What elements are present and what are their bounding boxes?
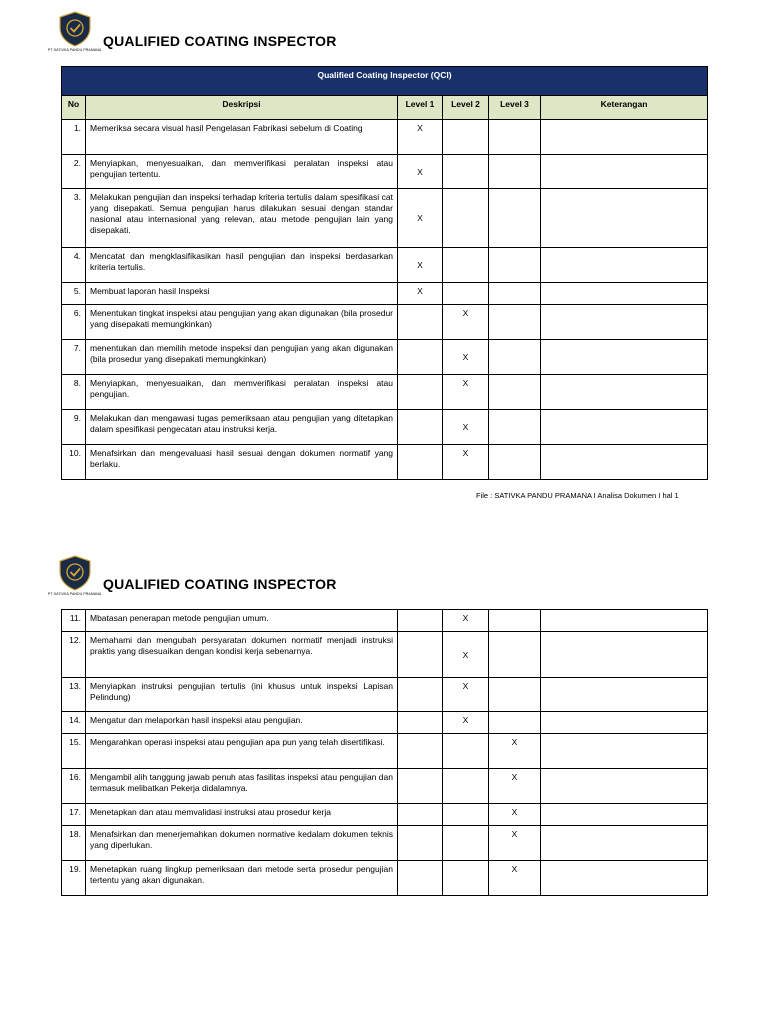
table-row — [62, 410, 708, 445]
level-1-mark — [398, 804, 443, 826]
table-row — [62, 632, 708, 678]
table-row — [62, 155, 708, 189]
row-description: Mengatur dan melaporkan hasil inspeksi atau pengujian. — [86, 712, 398, 734]
table-row — [62, 283, 708, 305]
table-row — [62, 734, 708, 769]
row-number: 1. — [62, 120, 86, 155]
row-number: 13. — [62, 678, 86, 712]
table-row — [62, 248, 708, 283]
table-row — [62, 610, 708, 632]
level-3-mark — [489, 712, 541, 734]
level-2-mark: X — [443, 340, 489, 375]
shield-check-icon — [58, 11, 92, 47]
level-3-mark: X — [489, 769, 541, 804]
level-1-mark — [398, 375, 443, 410]
level-2-mark: X — [443, 445, 489, 480]
page-footer: File : SATIVKA PANDU PRAMANA I Analisa Dokumen I hal 1 — [476, 491, 679, 500]
row-description: Menyiapkan, menyesuaikan, dan memverifikasi peralatan inspeksi atau pengujian tertentu. — [86, 155, 398, 189]
qci-table-page1 — [61, 66, 708, 480]
level-2-mark: X — [443, 632, 489, 678]
level-2-mark — [443, 283, 489, 305]
row-keterangan — [541, 410, 708, 445]
row-keterangan — [541, 610, 708, 632]
column-header-level-2: Level 2 — [443, 96, 489, 120]
row-description: Melakukan pengujian dan inspeksi terhadap kriteria tertulis dalam spesifikasi cat yang disepakati. Semua pengujian harus dilakukan sesuai dengan standar nasional atau internasional yang relevan, atau metode pengujian lain yang disepakati. — [86, 189, 398, 248]
row-description: Menetapkan dan atau memvalidasi instruksi atau prosedur kerja — [86, 804, 398, 826]
column-header-level-1: Level 1 — [398, 96, 443, 120]
row-keterangan — [541, 375, 708, 410]
level-2-mark — [443, 734, 489, 769]
level-1-mark — [398, 445, 443, 480]
table-row — [62, 189, 708, 248]
row-number: 6. — [62, 305, 86, 340]
row-keterangan — [541, 340, 708, 375]
column-header-keterangan: Keterangan — [541, 96, 708, 120]
level-2-mark: X — [443, 305, 489, 340]
row-description: Menafsirkan dan mengevaluasi hasil sesuai dengan dokumen normatif yang berlaku. — [86, 445, 398, 480]
level-2-mark — [443, 769, 489, 804]
table-row — [62, 712, 708, 734]
row-description: Mencatat dan mengklasifikasikan hasil pengujian dan inspeksi berdasarkan kriteria tertulis. — [86, 248, 398, 283]
level-2-mark: X — [443, 610, 489, 632]
level-1-mark: X — [398, 248, 443, 283]
level-1-mark — [398, 769, 443, 804]
level-3-mark — [489, 120, 541, 155]
row-number: 5. — [62, 283, 86, 305]
column-header-no: No — [62, 96, 86, 120]
column-header-deskripsi: Deskripsi — [86, 96, 398, 120]
shield-check-icon — [58, 555, 92, 591]
row-description: Menyiapkan, menyesuaikan, dan memverifikasi peralatan inspeksi atau pengujian. — [86, 375, 398, 410]
table-row — [62, 340, 708, 375]
logo-caption: PT SATIVKA PANDU PRAMANA — [48, 592, 102, 596]
level-2-mark — [443, 248, 489, 283]
level-3-mark: X — [489, 826, 541, 861]
row-description: Melakukan dan mengawasi tugas pemeriksaan atau pengujian yang ditetapkan dalam spesifikasi pengecatan atau instruksi kerja. — [86, 410, 398, 445]
logo-caption: PT SATIVKA PANDU PRAMANA — [48, 48, 102, 52]
level-2-mark — [443, 826, 489, 861]
level-3-mark — [489, 375, 541, 410]
level-1-mark — [398, 632, 443, 678]
level-2-mark — [443, 120, 489, 155]
level-1-mark: X — [398, 283, 443, 305]
row-number: 11. — [62, 610, 86, 632]
level-3-mark — [489, 632, 541, 678]
row-number: 4. — [62, 248, 86, 283]
company-logo — [48, 11, 102, 52]
level-3-mark — [489, 248, 541, 283]
row-keterangan — [541, 712, 708, 734]
row-keterangan — [541, 248, 708, 283]
level-2-mark: X — [443, 375, 489, 410]
level-2-mark: X — [443, 712, 489, 734]
row-keterangan — [541, 445, 708, 480]
row-description: Menafsirkan dan menerjemahkan dokumen normative kedalam dokumen teknis yang diperlukan. — [86, 826, 398, 861]
column-header-level-3: Level 3 — [489, 96, 541, 120]
document-title: QUALIFIED COATING INSPECTOR — [103, 576, 337, 592]
level-3-mark — [489, 283, 541, 305]
row-number: 17. — [62, 804, 86, 826]
row-keterangan — [541, 189, 708, 248]
table-row — [62, 861, 708, 896]
row-number: 16. — [62, 769, 86, 804]
level-3-mark — [489, 340, 541, 375]
row-number: 3. — [62, 189, 86, 248]
row-keterangan — [541, 120, 708, 155]
row-keterangan — [541, 861, 708, 896]
table-row — [62, 769, 708, 804]
row-number: 14. — [62, 712, 86, 734]
table-row — [62, 120, 708, 155]
row-description: Menyiapkan instruksi pengujian tertulis (ini khusus untuk inspeksi Lapisan Pelindung) — [86, 678, 398, 712]
table-row — [62, 445, 708, 480]
row-number: 2. — [62, 155, 86, 189]
row-keterangan — [541, 632, 708, 678]
row-number: 18. — [62, 826, 86, 861]
row-description: Menentukan tingkat inspeksi atau pengujian yang akan digunakan (bila prosedur yang disepakati memungkinkan) — [86, 305, 398, 340]
table-row — [62, 804, 708, 826]
level-3-mark — [489, 189, 541, 248]
row-description: Memeriksa secara visual hasil Pengelasan Fabrikasi sebelum di Coating — [86, 120, 398, 155]
level-2-mark: X — [443, 678, 489, 712]
row-number: 15. — [62, 734, 86, 769]
row-keterangan — [541, 283, 708, 305]
row-description: Membuat laporan hasil Inspeksi — [86, 283, 398, 305]
row-number: 10. — [62, 445, 86, 480]
row-number: 8. — [62, 375, 86, 410]
level-1-mark — [398, 340, 443, 375]
level-1-mark — [398, 734, 443, 769]
row-description: menentukan dan memilih metode inspeksi dan pengujian yang akan digunakan (bila prosedur yang disepakati memungkinkan) — [86, 340, 398, 375]
level-1-mark: X — [398, 155, 443, 189]
level-1-mark: X — [398, 189, 443, 248]
row-description: Mengarahkan operasi inspeksi atau pengujian apa pun yang telah disertifikasi. — [86, 734, 398, 769]
level-1-mark — [398, 305, 443, 340]
level-3-mark — [489, 305, 541, 340]
level-3-mark — [489, 610, 541, 632]
level-2-mark — [443, 189, 489, 248]
level-3-mark — [489, 155, 541, 189]
row-description: Mbatasan penerapan metode pengujian umum. — [86, 610, 398, 632]
row-number: 19. — [62, 861, 86, 896]
table-row — [62, 375, 708, 410]
document-title: QUALIFIED COATING INSPECTOR — [103, 33, 337, 49]
level-2-mark — [443, 861, 489, 896]
level-2-mark — [443, 804, 489, 826]
row-keterangan — [541, 155, 708, 189]
level-2-mark: X — [443, 410, 489, 445]
row-keterangan — [541, 769, 708, 804]
level-1-mark — [398, 410, 443, 445]
level-3-mark — [489, 678, 541, 712]
row-description: Mengambil alih tanggung jawab penuh atas fasilitas inspeksi atau pengujian dan termasuk melibatkan Pekerja didalamnya. — [86, 769, 398, 804]
level-1-mark — [398, 712, 443, 734]
row-keterangan — [541, 678, 708, 712]
level-1-mark — [398, 610, 443, 632]
table-row — [62, 826, 708, 861]
row-number: 9. — [62, 410, 86, 445]
level-2-mark — [443, 155, 489, 189]
level-3-mark — [489, 410, 541, 445]
level-1-mark: X — [398, 120, 443, 155]
row-description: Menetapkan ruang lingkup pemeriksaan dan metode serta prosedur pengujian tertentu yang akan digunakan. — [86, 861, 398, 896]
row-keterangan — [541, 305, 708, 340]
level-1-mark — [398, 826, 443, 861]
row-description: Memahami dan mengubah persyaratan dokumen normatif menjadi instruksi praktis yang disesuaikan dengan kondisi kerja sebenarnya. — [86, 632, 398, 678]
level-3-mark: X — [489, 861, 541, 896]
level-1-mark — [398, 861, 443, 896]
table-row — [62, 305, 708, 340]
level-3-mark: X — [489, 734, 541, 769]
row-keterangan — [541, 826, 708, 861]
row-number: 7. — [62, 340, 86, 375]
qci-table-page2 — [61, 609, 708, 896]
company-logo — [48, 555, 102, 596]
row-number: 12. — [62, 632, 86, 678]
level-1-mark — [398, 678, 443, 712]
table-banner: Qualified Coating Inspector (QCI) — [62, 67, 708, 96]
row-keterangan — [541, 804, 708, 826]
row-keterangan — [541, 734, 708, 769]
level-3-mark — [489, 445, 541, 480]
table-row — [62, 678, 708, 712]
level-3-mark: X — [489, 804, 541, 826]
